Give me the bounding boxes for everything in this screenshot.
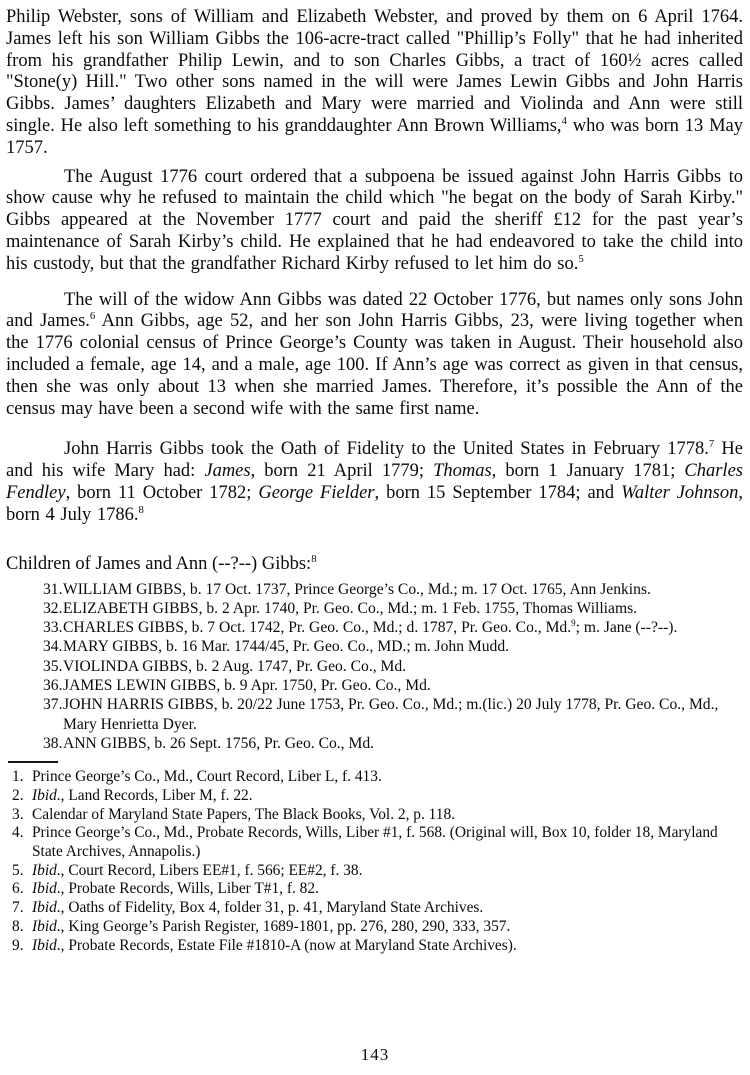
- item-number: 38.: [43, 734, 63, 752]
- italic-text: Ibid: [32, 880, 57, 898]
- item-number: 36.: [43, 677, 63, 695]
- text-run: WILLIAM GIBBS, b. 17 Oct. 1737, Prince George’s Co., Md.; m. 17 Oct. 1765, Ann Jenkins.: [63, 580, 651, 598]
- text-run: ., Court Record, Libers EE#1, f. 566; EE#2, f. 38.: [56, 861, 363, 879]
- text-run: ., Probate Records, Estate File #1810-A (now at Maryland State Archives).: [56, 936, 517, 954]
- footnote-ref: 8: [138, 503, 144, 516]
- item-text: [63, 658, 406, 675]
- child-entry: [6, 580, 743, 599]
- paragraph-2: [6, 167, 743, 276]
- text-run: ., King George’s Parish Register, 1689-1801, pp. 276, 280, 290, 333, 357.: [56, 917, 511, 935]
- text-run: The August 1776 court ordered that a subpoena be issued against John Harris Gibbs to show cause why he refused to maintain the child which "he begat on the body of Sarah Kirby." Gibbs appeared at the November 1777 court and paid the sheriff £12 for the past year’s maintenance of Sarah Kirby’s child. He explained that he had endeavored to take the child into his custody, but that the grandfather Richard Kirby refused to let him do so.: [6, 166, 743, 274]
- item-text: [32, 806, 455, 823]
- item-number: 35.: [43, 657, 63, 675]
- text-run: CHARLES GIBBS, b. 7 Oct. 1742, Pr. Geo. Co., Md.; d. 1787, Pr. Geo. Co., Md.: [63, 619, 572, 637]
- item-text: [32, 768, 382, 785]
- footnotes-list: [6, 768, 743, 955]
- footnote-ref: 7: [708, 438, 715, 451]
- text-run: ANN GIBBS, b. 26 Sept. 1756, Pr. Geo. Co., Md.: [63, 734, 375, 752]
- footnote-ref: 9: [571, 617, 576, 628]
- text-run: Prince George’s Co., Md., Probate Records, Wills, Liber #1, f. 568. (Original will, Box 10, folder 18, Maryland State Archives, Annapolis.): [32, 824, 718, 861]
- italic-text: Walter Johnson: [621, 482, 739, 503]
- text-run: VIOLINDA GIBBS, b. 2 Aug. 1747, Pr. Geo. Co., Md.: [63, 657, 407, 675]
- child-entry: [6, 599, 743, 618]
- item-text: [63, 696, 718, 732]
- item-text: [63, 735, 374, 752]
- item-number: 1.: [12, 768, 24, 786]
- text-run: Prince George’s Co., Md., Court Record, Liber L, f. 413.: [32, 768, 382, 786]
- item-text: [32, 824, 718, 860]
- body-paragraphs: [6, 7, 743, 527]
- item-text: [63, 600, 637, 617]
- text-run: ., Probate Records, Wills, Liber T#1, f. 82.: [56, 880, 319, 898]
- text-run: The will of the widow Ann Gibbs was dated 22 October 1776, but names only sons John and James.: [6, 289, 743, 332]
- item-number: 9.: [12, 936, 24, 954]
- children-list: [6, 580, 743, 754]
- footnote-separator: [8, 761, 58, 763]
- footnote-entry: [6, 824, 743, 861]
- footnote-entry: [6, 918, 743, 937]
- italic-text: Thomas: [433, 461, 492, 482]
- footnote-entry: [6, 880, 743, 899]
- item-text: [63, 619, 677, 636]
- text-run: who was born 13 May 1757.: [6, 115, 743, 158]
- footnote-ref: 6: [89, 310, 96, 323]
- item-text: [32, 862, 362, 879]
- footnote-entry: [6, 937, 743, 956]
- italic-text: Ibid: [32, 899, 57, 917]
- item-number: 32.: [43, 599, 63, 617]
- footnote-ref: 5: [578, 252, 584, 265]
- text-run: , born 11 October 1782;: [65, 482, 259, 503]
- item-text: [63, 581, 651, 598]
- item-number: 31.: [43, 580, 63, 598]
- text-run: ; m. Jane (--?--).: [575, 619, 678, 637]
- text-run: Philip Webster, sons of William and Elizabeth Webster, and proved by them on 6 April 1764. James left his son William Gibbs the 106-acre-tract called "Phillip’s Folly" that he had inherited from his grandfather Philip Lewin, and to son Charles Gibbs, a tract of 160½ acres called "Stone(y) Hill." Two other sons named in the will were James Lewin Gibbs and John Harris Gibbs. James’ daughters Elizabeth and Mary were married and Violinda and Ann were still single. He also left something to his granddaughter Ann Brown Williams,: [6, 7, 743, 136]
- child-entry: [6, 676, 743, 695]
- item-text: [63, 677, 431, 694]
- footnote-entry: [6, 787, 743, 806]
- item-number: 2.: [12, 786, 24, 804]
- text-run: ., Land Records, Liber M, f. 22.: [56, 786, 253, 804]
- text-run: MARY GIBBS, b. 16 Mar. 1744/45, Pr. Geo. Co., MD.; m. John Mudd.: [63, 638, 510, 656]
- item-text: [32, 899, 483, 916]
- footnote-entry: [6, 862, 743, 881]
- text-run: JAMES LEWIN GIBBS, b. 9 Apr. 1750, Pr. Geo. Co., Md.: [63, 677, 431, 695]
- text-run: , born 1 January 1781;: [491, 461, 685, 482]
- footnote-entry: [6, 899, 743, 918]
- paragraph-1: [6, 7, 743, 160]
- italic-text: Ibid: [32, 917, 57, 935]
- page-number: 143: [360, 1045, 390, 1064]
- italic-text: James: [204, 461, 251, 482]
- item-number: 7.: [12, 899, 24, 917]
- text-run: Ann Gibbs, age 52, and her son John Harris Gibbs, 23, were living together when the 1776 colonial census of Prince George’s County was taken in August. Their household also included a female, age 14, and a male, age 100. If Ann’s age was correct as given in that census, then she was only about 13 when she married James. Therefore, it’s possible the Ann of the census may have been a second wife with the same first name.: [6, 311, 743, 419]
- footnote-ref: 8: [311, 552, 317, 565]
- item-text: [32, 937, 517, 954]
- item-text: [32, 918, 510, 935]
- item-text: [32, 880, 319, 897]
- text-run: , born 15 September 1784; and: [374, 482, 622, 503]
- child-entry: [6, 637, 743, 656]
- child-entry: [6, 657, 743, 676]
- item-text: [63, 638, 509, 655]
- text-run: ELIZABETH GIBBS, b. 2 Apr. 1740, Pr. Geo. Co., Md.; m. 1 Feb. 1755, Thomas Williams.: [63, 599, 638, 617]
- item-number: 8.: [12, 917, 24, 935]
- item-number: 37.: [43, 696, 63, 714]
- italic-text: Charles Fendley: [6, 461, 743, 503]
- paragraph-3: [6, 290, 743, 421]
- child-entry: [6, 734, 743, 753]
- italic-text: Ibid: [32, 786, 57, 804]
- text-run: , born 21 April 1779;: [250, 461, 434, 482]
- footnote-ref: 4: [561, 114, 567, 127]
- child-entry: [6, 695, 743, 734]
- footnote-entry: [6, 806, 743, 825]
- item-number: 5.: [12, 861, 24, 879]
- item-number: 34.: [43, 638, 63, 656]
- italic-text: Ibid: [32, 861, 57, 879]
- child-entry: [6, 618, 743, 637]
- item-number: 33.: [43, 619, 63, 637]
- text-run: He and his wife Mary had:: [6, 439, 744, 482]
- italic-text: Ibid: [32, 936, 57, 954]
- paragraph-4: [6, 439, 743, 526]
- children-heading: [6, 553, 743, 575]
- text-run: JOHN HARRIS GIBBS, b. 20/22 June 1753, Pr. Geo. Co., Md.; m.(lic.) 20 July 1778, Pr. Geo. Co., Md., Mary Henrietta Dyer.: [63, 696, 719, 733]
- italic-text: George Fielder: [258, 482, 375, 503]
- text-run: , born 4 July 1786.: [6, 482, 743, 525]
- text-run: Children of James and Ann (--?--) Gibbs:: [6, 553, 312, 574]
- text-run: John Harris Gibbs took the Oath of Fidelity to the United States in February 1778.: [64, 439, 709, 460]
- footnote-entry: [6, 768, 743, 787]
- text-run: Calendar of Maryland State Papers, The Black Books, Vol. 2, p. 118.: [32, 805, 456, 823]
- item-number: 6.: [12, 880, 24, 898]
- item-text: [32, 787, 253, 804]
- text-run: ., Oaths of Fidelity, Box 4, folder 31, p. 41, Maryland State Archives.: [56, 899, 484, 917]
- item-number: 4.: [12, 824, 24, 842]
- item-number: 3.: [12, 805, 24, 823]
